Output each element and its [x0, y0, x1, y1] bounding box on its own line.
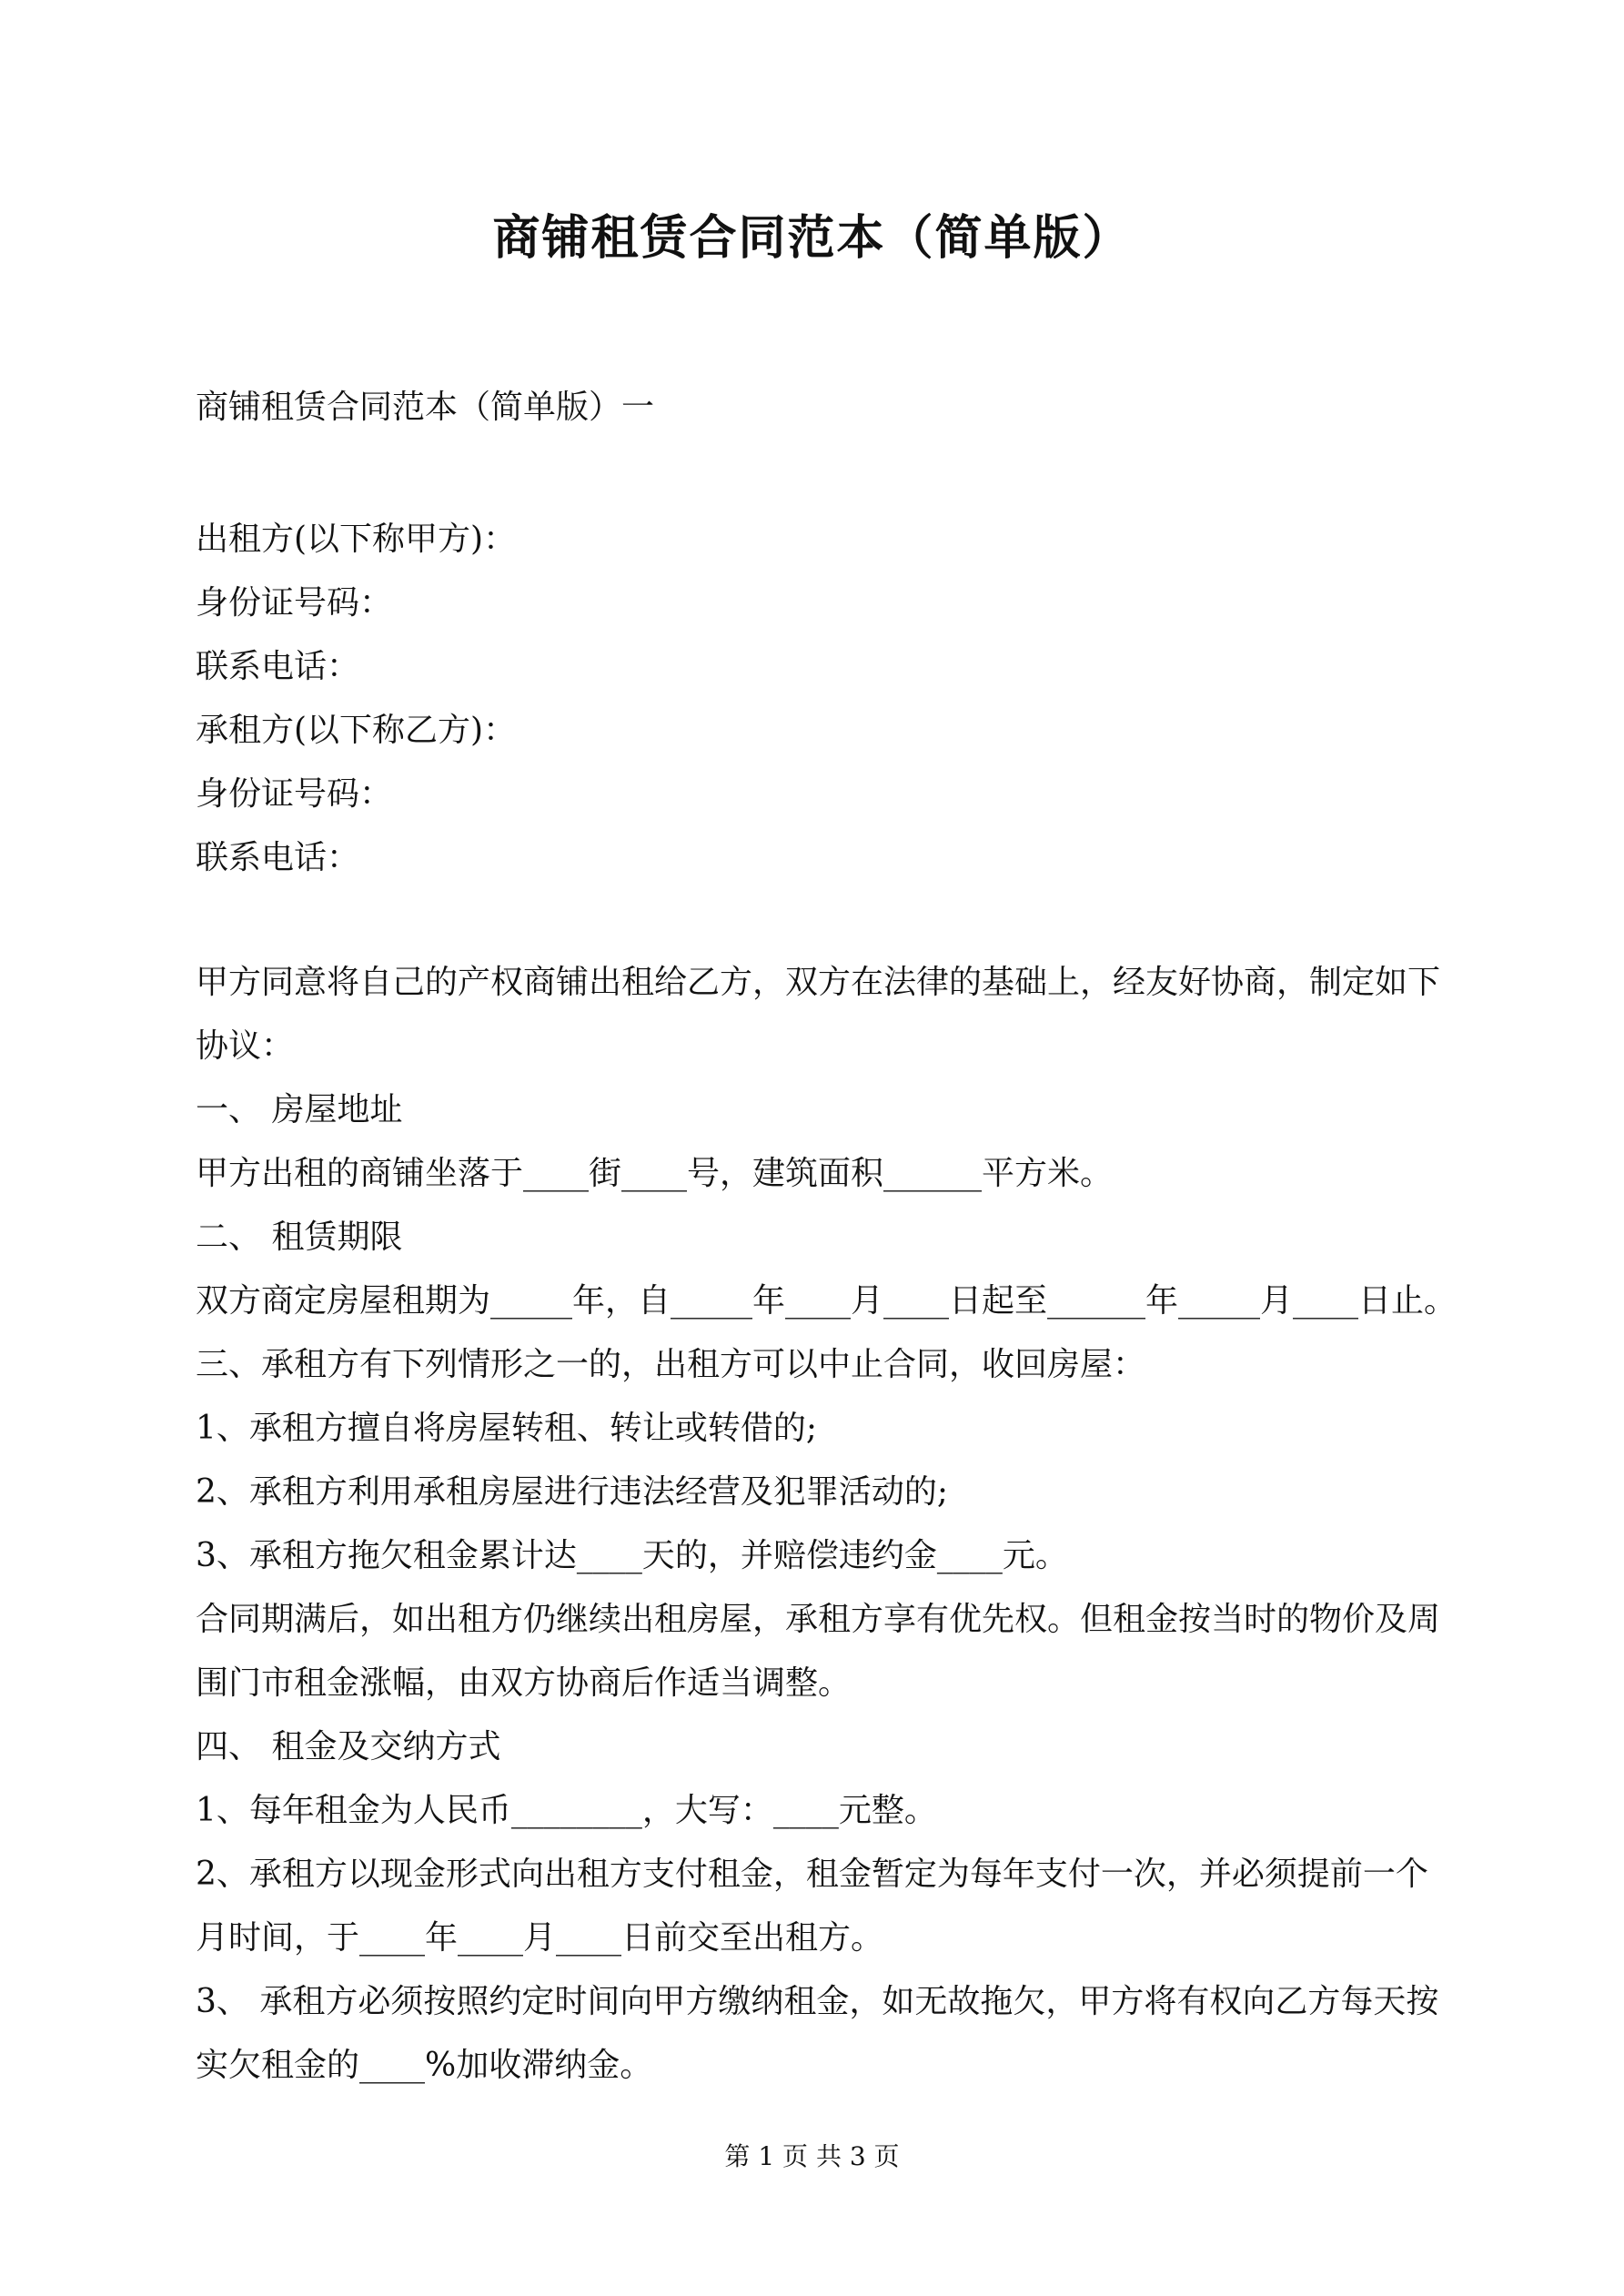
body-line: 围门市租金涨幅，由双方协商后作适当调整。 [196, 1664, 852, 1702]
party-line: 承租方(以下称乙方)： [196, 712, 517, 749]
party-line: 出租方(以下称甲方)： [196, 521, 517, 558]
body-line: 2、承租方利用承租房屋进行违法经营及犯罪活动的; [196, 1473, 949, 1511]
body-line: 双方商定房屋租期为_____年，自_____年____月____日起至______年_____月____日止。 [196, 1282, 1458, 1320]
party-line: 身份证号码： [196, 584, 393, 622]
contract-body [196, 951, 1458, 2098]
body-line: 协议： [196, 1027, 295, 1065]
body-line: 实欠租金的____%加收滞纳金。 [196, 2047, 653, 2084]
body-line: 甲方同意将自己的产权商铺出租给乙方，双方在法律的基础上，经友好协商，制定如下 [196, 964, 1441, 1001]
body-line: 1、承租方擅自将房屋转租、转让或转借的; [196, 1410, 818, 1447]
body-line: 甲方出租的商铺坐落于____街____号，建筑面积______平方米。 [196, 1155, 1114, 1192]
document-subtitle: 商铺租赁合同范本（简单版）一 [196, 389, 655, 426]
body-line: 3、承租方拖欠租金累计达____天的，并赔偿违约金____元。 [196, 1537, 1068, 1574]
body-line: 2、承租方以现金形式向出租方支付租金，租金暂定为每年支付一次，并必须提前一个 [196, 1856, 1428, 1893]
body-line: 1、每年租金为人民币________，大写：____元整。 [196, 1792, 937, 1829]
body-line: 月时间，于____年____月____日前交至出租方。 [196, 1919, 884, 1957]
party-line: 联系电话： [196, 839, 360, 876]
section-heading: 三、承租方有下列情形之一的，出租方可以中止合同，收回房屋： [196, 1346, 1146, 1383]
parties-section [196, 508, 1442, 890]
party-line: 身份证号码： [196, 775, 393, 813]
section-heading: 一、 房屋地址 [196, 1091, 403, 1128]
party-line: 联系电话： [196, 648, 360, 685]
document-title: 商铺租赁合同范本（简单版） [492, 210, 1132, 266]
section-heading: 二、 租赁期限 [196, 1219, 403, 1256]
body-line: 合同期满后，如出租方仍继续出租房屋，承租方享有优先权。但租金按当时的物价及周 [196, 1601, 1441, 1638]
section-heading: 四、 租金及交纳方式 [196, 1728, 501, 1765]
body-line: 3、 承租方必须按照约定时间向甲方缴纳租金，如无故拖欠，甲方将有权向乙方每天按 [196, 1983, 1439, 2020]
page-footer: 第 1 页 共 3 页 [724, 2141, 900, 2171]
